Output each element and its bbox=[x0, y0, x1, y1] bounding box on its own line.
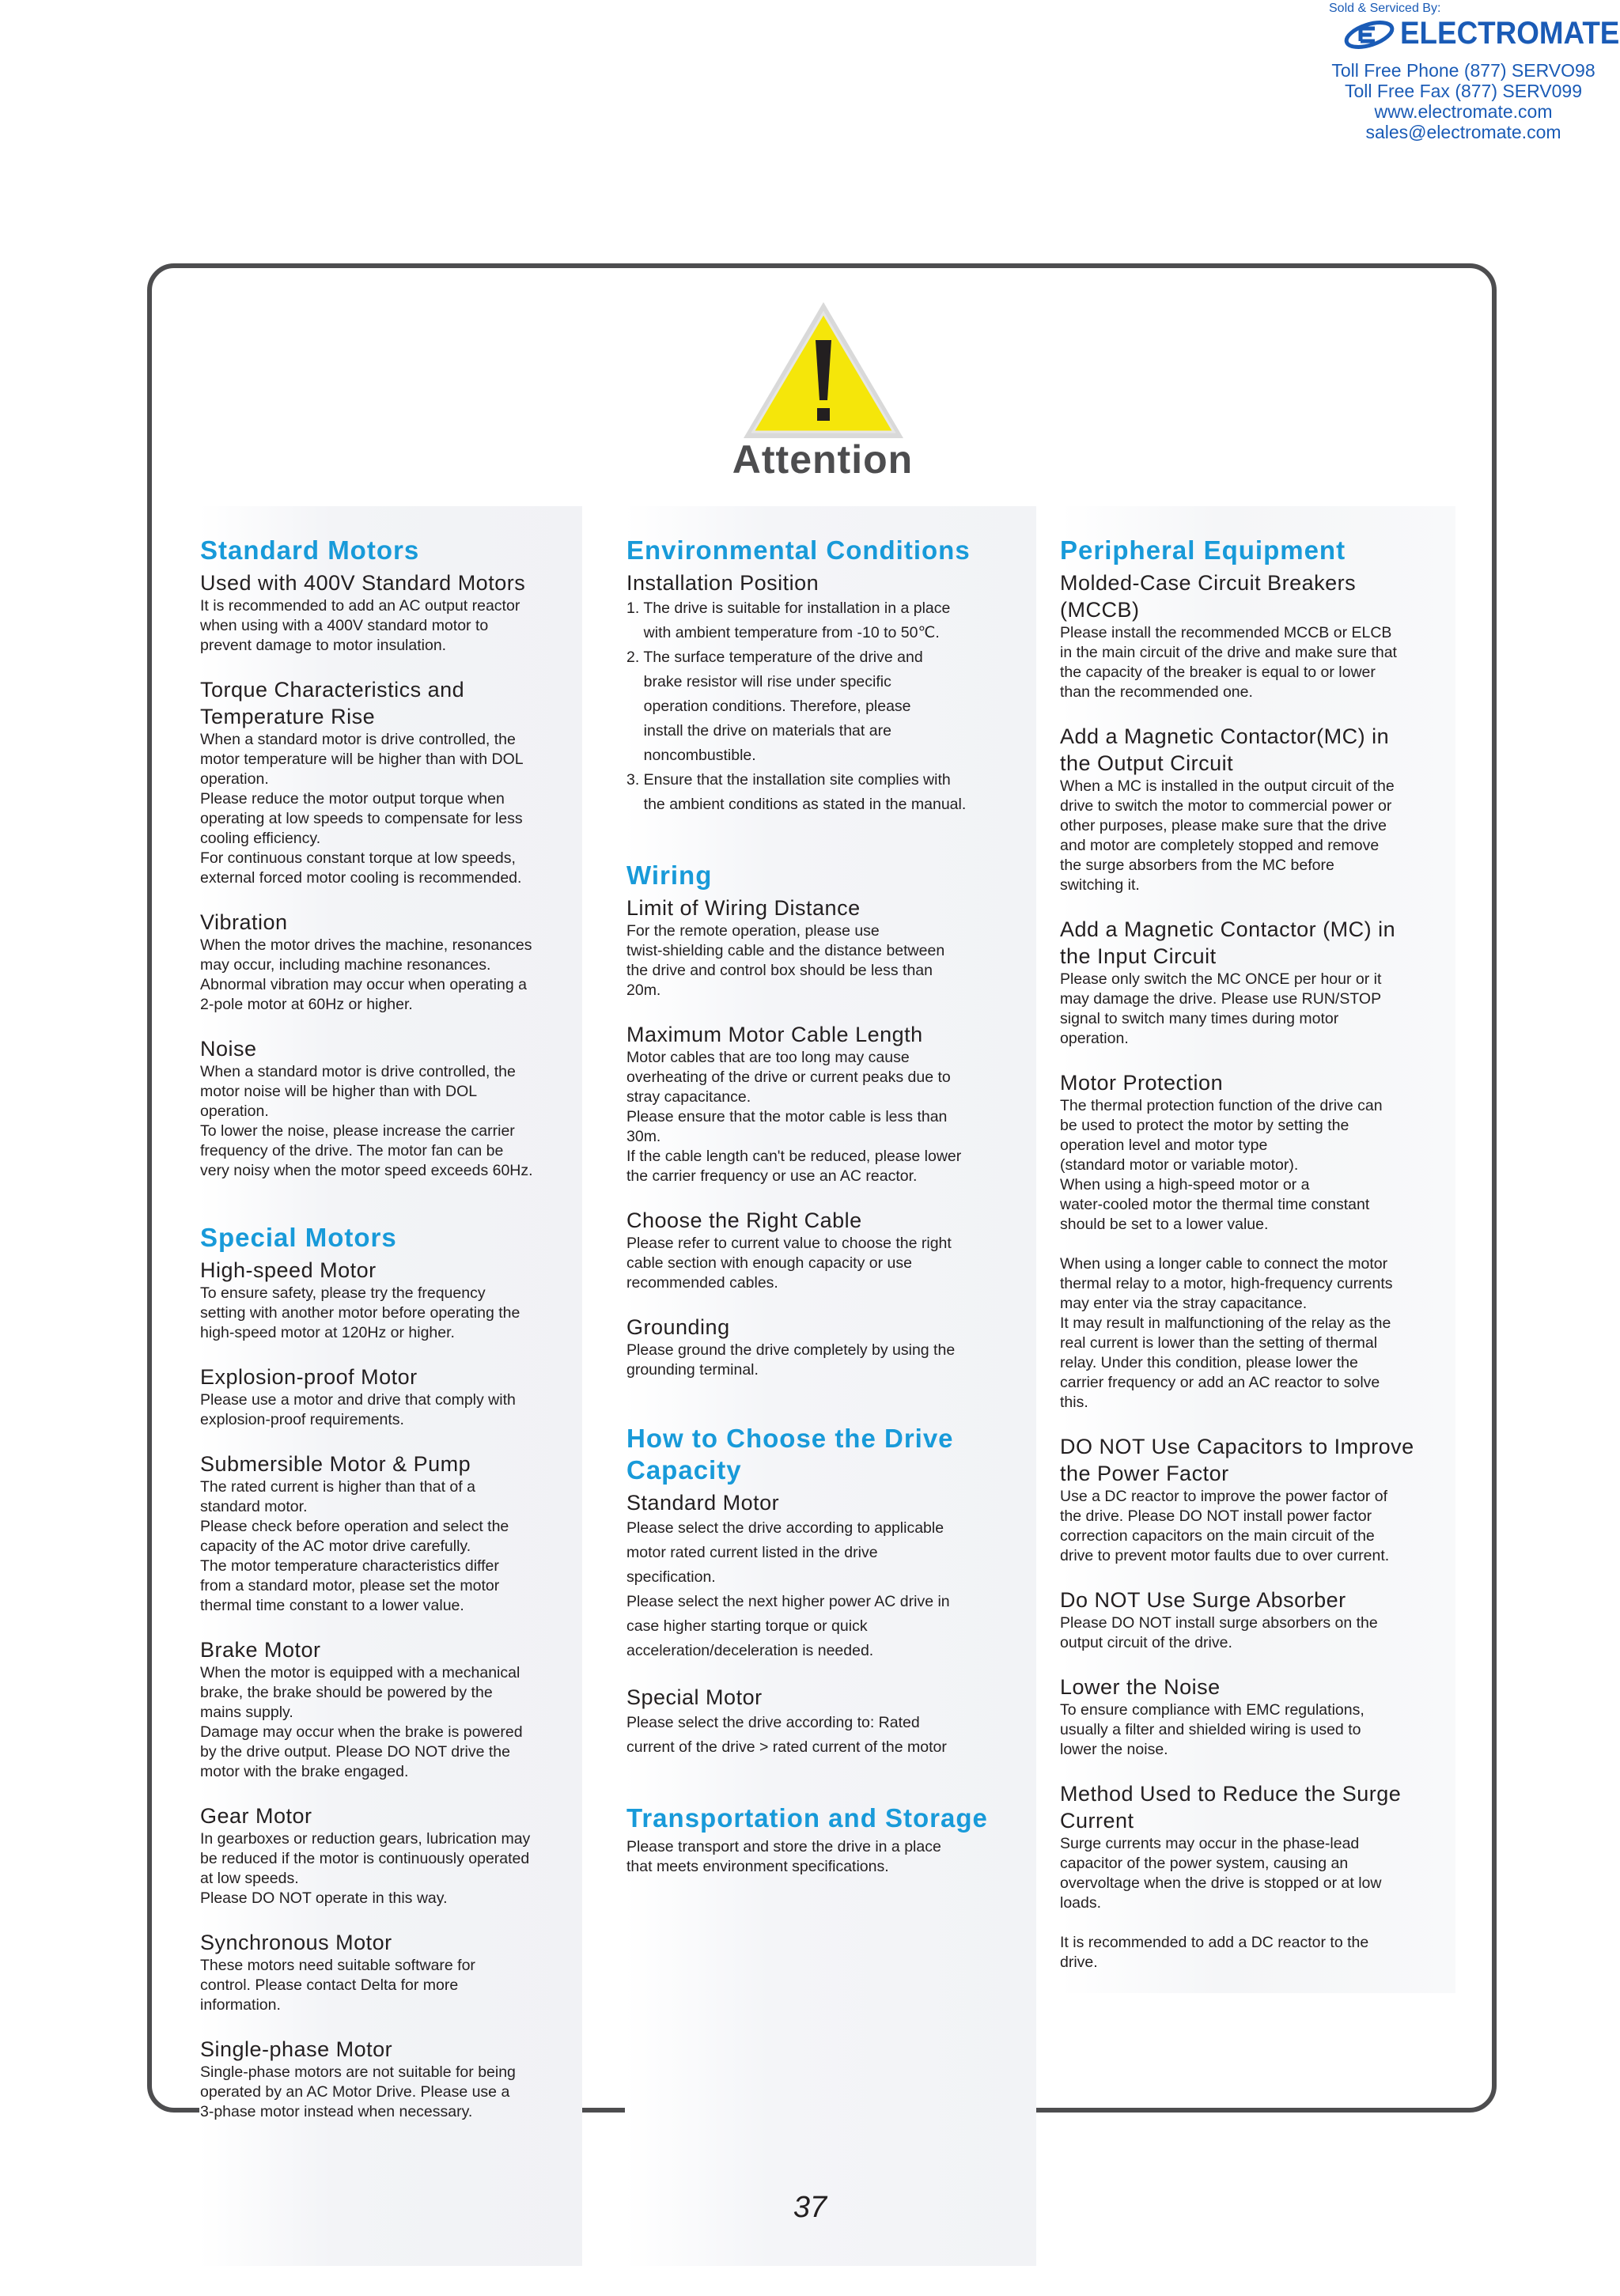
item-body: Please install the recommended MCCB or ELCB in the main circuit of the drive and make sure that the capacity of the breaker is equal to or lower than the recommended one. bbox=[1060, 624, 1397, 701]
item-body: Single-phase motors are not suitable for being operated by an AC Motor Drive. Please use a 3-phase motor instead when necessary. bbox=[200, 2063, 516, 2120]
item-body: When a standard motor is drive controlled, the motor temperature will be higher than with DOL operation. Please reduce the motor output torque when operating at low speeds to compensate for less cooling efficiency. For continuous constant torque at low speeds, external forced motor cooling is recommended. bbox=[200, 731, 524, 887]
item-body: Please only switch the MC ONCE per hour or it may damage the drive. Please use RUN/STOP signal to switch many times during motor operation. bbox=[1060, 970, 1382, 1047]
item-single-phase-motor bbox=[200, 2036, 588, 2122]
item-title: Torque Characteristics and Temperature Rise bbox=[200, 678, 465, 728]
section-wiring bbox=[626, 860, 1022, 1380]
item-do-not-use-capacitors-to-improve-the-power-factor bbox=[1060, 1433, 1455, 1566]
page-number: 37 bbox=[793, 2191, 827, 2224]
item-explosion-proof-motor bbox=[200, 1364, 588, 1430]
item-body: It is recommended to add an AC output reactor when using with a 400V standard motor to prevent damage to motor insulation. bbox=[200, 597, 520, 654]
item-title: Vibration bbox=[200, 910, 288, 934]
section-title: Transportation and Storage bbox=[626, 1803, 988, 1833]
item-method-used-to-reduce-the-surge-current bbox=[1060, 1780, 1455, 1973]
section-transportation-and-storage bbox=[626, 1802, 1022, 1877]
item-body: Please transport and store the drive in a place that meets environment specifications. bbox=[626, 1838, 941, 1875]
item-title: Installation Position bbox=[626, 571, 819, 595]
item-title: DO NOT Use Capacitors to Improve the Power Factor bbox=[1060, 1435, 1414, 1485]
section-title: Peripheral Equipment bbox=[1060, 535, 1346, 565]
item-limit-of-wiring-distance bbox=[626, 895, 1022, 1000]
toll-free-phone: Toll Free Phone (877) SERVO98 bbox=[1331, 60, 1595, 81]
item-torque-characteristics-and-temperature-rise bbox=[200, 676, 588, 888]
item-body: When the motor drives the machine, resonances may occur, including machine resonances. Abnormal vibration may occur when operating a 2-pole motor at 60Hz or higher. bbox=[200, 936, 532, 1013]
section-environmental-conditions bbox=[626, 535, 1022, 817]
item-body: These motors need suitable software for control. Please contact Delta for more information. bbox=[200, 1957, 475, 2014]
item-title: Special Motor bbox=[626, 1685, 763, 1709]
item-title: Grounding bbox=[626, 1315, 730, 1339]
item-molded-case-circuit-breakers-mccb bbox=[1060, 569, 1455, 702]
section-how-to-choose-the-drive-capacity bbox=[626, 1423, 1022, 1760]
item-body: Please use a motor and drive that comply with explosion-proof requirements. bbox=[200, 1391, 516, 1428]
item-title: Add a Magnetic Contactor(MC) in the Output Circuit bbox=[1060, 724, 1390, 775]
item-used-with-400v-standard-motors bbox=[200, 569, 588, 656]
brand-row bbox=[1321, 14, 1620, 54]
item-installation-position bbox=[626, 569, 1022, 817]
item-title: High-speed Motor bbox=[200, 1258, 377, 1282]
item-standard-motor bbox=[626, 1489, 1022, 1663]
electromate-badge bbox=[1313, 0, 1620, 150]
item-body: 1. The drive is suitable for installation in a place with ambient temperature from -10 to 50℃. 2. The surface temperature of the drive and brake resistor will rise under specific operation conditions. Therefore, please install the drive on materials that are noncombustible. 3. Ensure that the installation site complies with the ambient conditions as stated in the manual. bbox=[626, 600, 967, 813]
item-title: Choose the Right Cable bbox=[626, 1209, 862, 1232]
item-title: Do NOT Use Surge Absorber bbox=[1060, 1588, 1346, 1612]
item-title: Brake Motor bbox=[200, 1638, 321, 1662]
section-title: Environmental Conditions bbox=[626, 535, 971, 565]
item-vibration bbox=[200, 909, 588, 1015]
item-title: Explosion-proof Motor bbox=[200, 1365, 418, 1389]
item-motor-protection bbox=[1060, 1069, 1455, 1413]
item-body: The rated current is higher than that of a standard motor. Please check before operation and select the capacity of the AC motor drive carefully. The motor temperature characteristics differ from a standard motor, please set the motor thermal time constant to a lower value. bbox=[200, 1478, 509, 1614]
warning-triangle-icon bbox=[740, 299, 907, 441]
item-body: To ensure safety, please try the frequency setting with another motor before operating the high-speed motor at 120Hz or higher. bbox=[200, 1284, 520, 1341]
item-body: To ensure compliance with EMC regulations, usually a filter and shielded wiring is used to lower the noise. bbox=[1060, 1701, 1365, 1758]
section-title: Special Motors bbox=[200, 1223, 397, 1252]
item-body: Use a DC reactor to improve the power factor of the drive. Please DO NOT install power factor correction capacitors on the main circuit of the drive to prevent motor faults due to over current. bbox=[1060, 1488, 1390, 1564]
item-body: When a standard motor is drive controlled, the motor noise will be higher than with DOL operation. To lower the noise, please increase the carrier frequency of the drive. The motor fan can be very noisy when the motor speed exceeds 60Hz. bbox=[200, 1063, 533, 1179]
item-title: Gear Motor bbox=[200, 1804, 312, 1828]
item-title: Add a Magnetic Contactor (MC) in the Input Circuit bbox=[1060, 917, 1396, 968]
section-special-motors bbox=[200, 1222, 588, 2122]
item-body: Please DO NOT install surge absorbers on the output circuit of the drive. bbox=[1060, 1614, 1378, 1651]
website-link[interactable]: www.electromate.com bbox=[1374, 101, 1553, 122]
item-add-a-magnetic-contactor-mc-in-the-input-circuit bbox=[1060, 916, 1455, 1049]
item-title: Limit of Wiring Distance bbox=[626, 896, 861, 920]
item-title: Method Used to Reduce the Surge Current bbox=[1060, 1782, 1402, 1833]
item-choose-the-right-cable bbox=[626, 1207, 1022, 1293]
item-title: Single-phase Motor bbox=[200, 2037, 393, 2061]
item-submersible-motor-pump bbox=[200, 1451, 588, 1616]
item-body: When the motor is equipped with a mechanical brake, the brake should be powered by the mains supply. Damage may occur when the brake is powered by the drive output. Please DO NOT drive the motor with the brake engaged. bbox=[200, 1664, 523, 1780]
brand-name: ELECTROMATE bbox=[1400, 16, 1620, 51]
item-lower-the-noise bbox=[1060, 1674, 1455, 1760]
page-title: Attention bbox=[732, 437, 914, 482]
section-standard-motors bbox=[200, 535, 588, 1181]
item-add-a-magnetic-contactor-mc-in-the-output-circuit bbox=[1060, 723, 1455, 895]
item-body: In gearboxes or reduction gears, lubrication may be reduced if the motor is continuously operated at low speeds. Please DO NOT operate in this way. bbox=[200, 1830, 531, 1907]
email-link[interactable]: sales@electromate.com bbox=[1365, 122, 1561, 142]
electromate-logo-icon bbox=[1343, 17, 1395, 52]
item-body: Motor cables that are too long may cause overheating of the drive or current peaks due to stray capacitance. Please ensure that the motor cable is less than 30m. If the cable length can't be reduced, please lower the carrier frequency or use an AC reactor. bbox=[626, 1049, 962, 1185]
item-grounding bbox=[626, 1314, 1022, 1380]
item-gear-motor bbox=[200, 1802, 588, 1908]
column-right bbox=[1060, 503, 1455, 1993]
section-peripheral-equipment bbox=[1060, 535, 1455, 1973]
item-maximum-motor-cable-length bbox=[626, 1021, 1022, 1186]
item-body: For the remote operation, please use twist-shielding cable and the distance between the drive and control box should be less than 20m. bbox=[626, 922, 945, 999]
item-title: Molded-Case Circuit Breakers (MCCB) bbox=[1060, 571, 1357, 622]
column-left bbox=[200, 503, 588, 2143]
section-title: How to Choose the Drive Capacity bbox=[626, 1424, 954, 1485]
item-body: Surge currents may occur in the phase-lead capacitor of the power system, causing an overvoltage when the drive is stopped or at low loads. It is recommended to add a DC reactor to the drive. bbox=[1060, 1835, 1382, 1971]
item-body: Please ground the drive completely by using the grounding terminal. bbox=[626, 1341, 956, 1379]
item-special-motor bbox=[626, 1684, 1022, 1760]
sold-by-label: Sold & Serviced By: bbox=[1329, 2, 1441, 15]
item-title: Lower the Noise bbox=[1060, 1675, 1221, 1699]
item-noise bbox=[200, 1035, 588, 1181]
column-middle bbox=[626, 503, 1022, 1897]
item-do-not-use-surge-absorber bbox=[1060, 1587, 1455, 1653]
item-title: Maximum Motor Cable Length bbox=[626, 1023, 923, 1046]
item-brake-motor bbox=[200, 1636, 588, 1782]
item-body: The thermal protection function of the drive can be used to protect the motor by setting the operation level and motor type (standard motor or variable motor). When using a high-speed motor or a water-cooled motor the thermal time constant should be set to a lower value. When using a longer cable to connect the motor thermal relay to a motor, high-frequency currents may enter via the stray capacitance. It may result in malfunctioning of the relay as the real current is lower than the setting of thermal relay. Under this condition, please lower the carrier frequency or add an AC reactor to solve this. bbox=[1060, 1097, 1393, 1411]
section-title: Wiring bbox=[626, 861, 713, 890]
item-title: Noise bbox=[200, 1037, 257, 1061]
section-title: Standard Motors bbox=[200, 535, 420, 565]
item-high-speed-motor bbox=[200, 1257, 588, 1343]
item-body: When a MC is installed in the output circuit of the drive to switch the motor to commercial power or other purposes, please make sure that the drive and motor are completely stopped and remove the surge absorbers from the MC before switching it. bbox=[1060, 777, 1395, 894]
item-title: Submersible Motor & Pump bbox=[200, 1452, 471, 1476]
item-title: Used with 400V Standard Motors bbox=[200, 571, 526, 595]
item-body: Please select the drive according to applicable motor rated current listed in the drive specification. Please select the next higher power AC drive in case higher starting torque or quick acceleration/deceleration is needed. bbox=[626, 1519, 950, 1659]
item-title: Synchronous Motor bbox=[200, 1931, 392, 1954]
toll-free-fax: Toll Free Fax (877) SERV099 bbox=[1345, 81, 1582, 101]
item-title: Standard Motor bbox=[626, 1491, 780, 1515]
item-body: Please select the drive according to: Rated current of the drive > rated current of the motor bbox=[626, 1714, 947, 1756]
item-title: Motor Protection bbox=[1060, 1071, 1224, 1095]
item-synchronous-motor bbox=[200, 1929, 588, 2015]
item-note bbox=[626, 1837, 1022, 1877]
item-body: Please refer to current value to choose the right cable section with enough capacity or use recommended cables. bbox=[626, 1235, 952, 1292]
